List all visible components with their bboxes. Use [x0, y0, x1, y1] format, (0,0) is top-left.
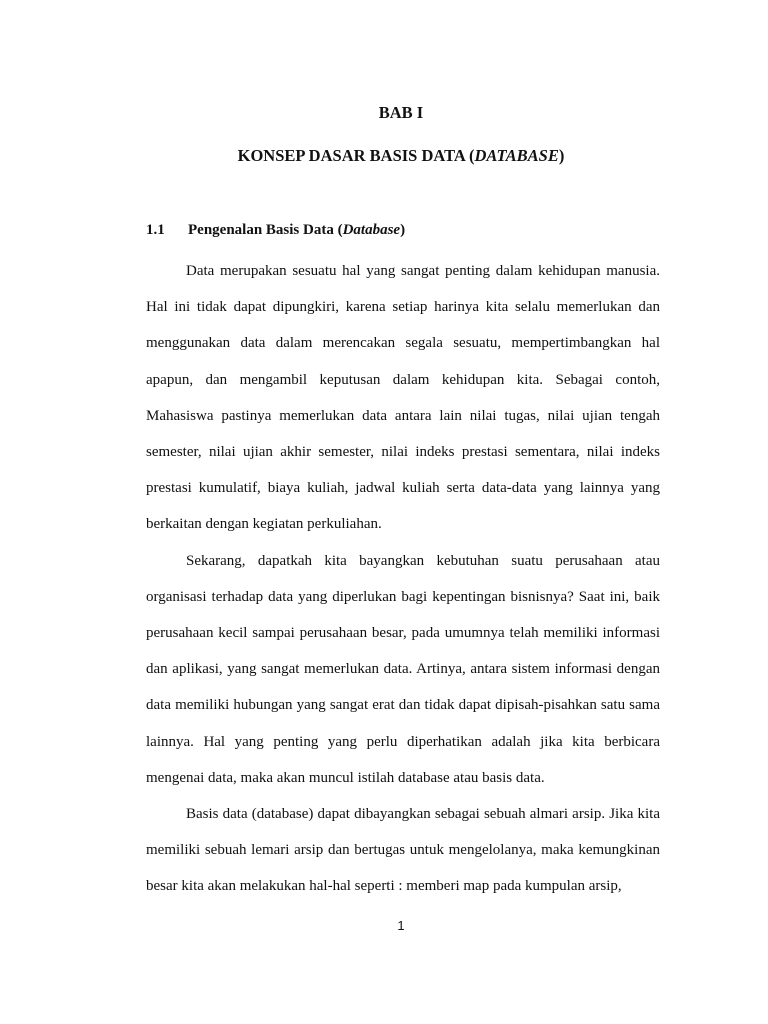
- page-number: 1: [397, 918, 405, 933]
- chapter-title: [0, 146, 768, 166]
- chapter-title-italic: DATABASE: [474, 146, 559, 165]
- section-heading: [146, 222, 405, 239]
- paragraph: Data merupakan sesuatu hal yang sangat penting dalam kehidupan manusia. Hal ini tidak dapat dipungkiri, karena setiap harinya kita selalu memerlukan dan menggunakan data dalam merencakan segala sesuatu, mempertimbangkan hal apapun, dan mengambil keputusan dalam kehidupan kita. Sebagai contoh, Mahasiswa pastinya memerlukan data antara lain nilai tugas, nilai ujian tengah semester, nilai ujian akhir semester, nilai indeks prestasi sementara, nilai indeks prestasi kumulatif, biaya kuliah, jadwal kuliah serta data-data yang lainnya yang berkaitan dengan kegiatan perkuliahan.: [146, 263, 660, 533]
- section-number: 1.1: [146, 222, 165, 238]
- paragraph: Sekarang, dapatkah kita bayangkan kebutuhan suatu perusahaan atau organisasi terhadap data yang diperlukan bagi kepentingan bisnisnya? Saat ini, baik perusahaan kecil sampai perusahaan besar, pada umumnya telah memiliki informasi dan aplikasi, yang sangat memerlukan data. Artinya, antara sistem informasi dengan data memiliki hubungan yang sangat erat dan tidak dapat dipisah-pisahkan satu sama lainnya. Hal yang penting yang perlu diperhatikan adalah jika kita berbicara mengenai data, maka akan muncul istilah database atau basis data.: [146, 552, 660, 786]
- chapter-label: BAB I: [378, 103, 424, 122]
- body-text: [146, 253, 660, 905]
- chapter-title-prefix: KONSEP DASAR BASIS DATA (: [237, 146, 475, 165]
- section-title-prefix: Pengenalan Basis Data (: [188, 222, 343, 238]
- section-title-italic: Database: [342, 222, 401, 238]
- chapter-title-suffix: ): [558, 146, 565, 165]
- section-title-suffix: ): [400, 222, 406, 238]
- paragraph: Basis data (database) dapat dibayangkan sebagai sebuah almari arsip. Jika kita memiliki sebuah lemari arsip dan bertugas untuk mengelolanya, maka kemungkinan besar kita akan melakukan hal-hal seperti : memberi map pada kumpulan arsip,: [146, 806, 660, 895]
